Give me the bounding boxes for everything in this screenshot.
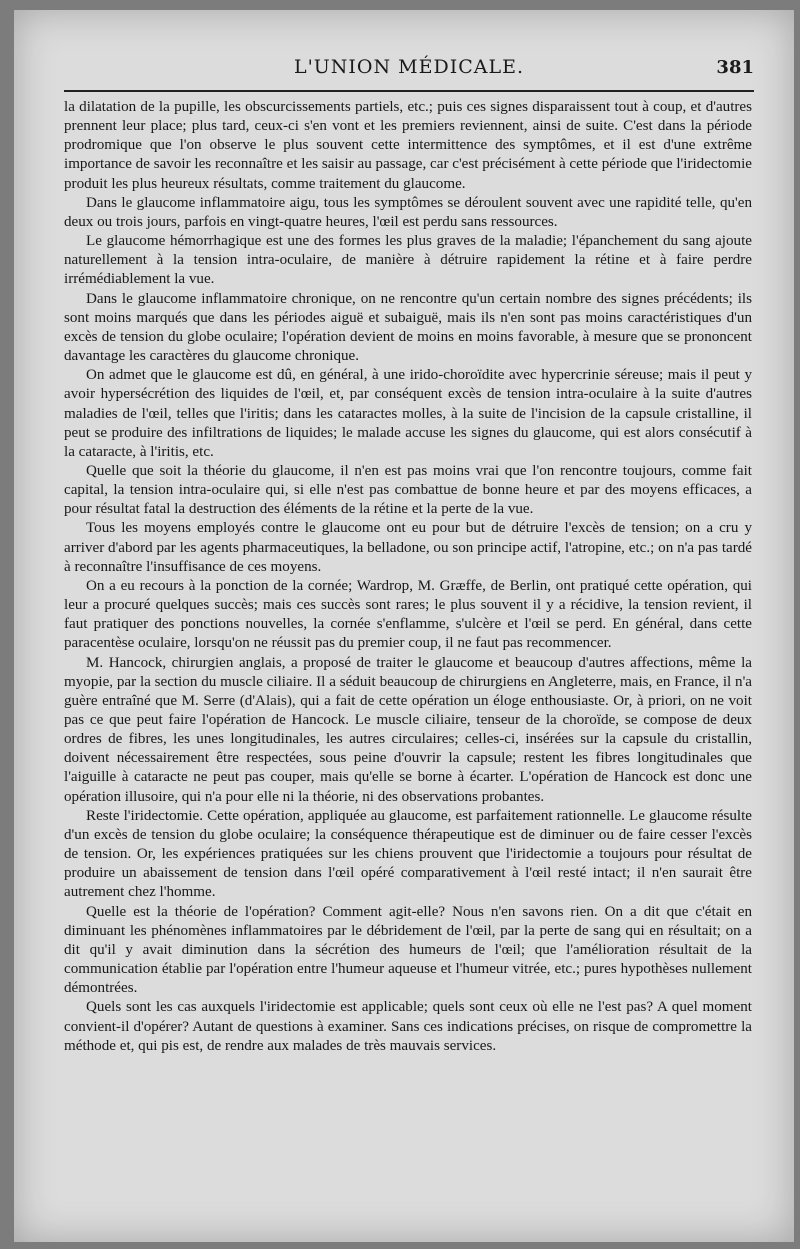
paragraph: M. Hancock, chirurgien anglais, a proposé de traiter le glaucome et beaucoup d'autres affections, même la myopie, par la section du muscle ciliaire. Il a séduit beaucoup de chirurgiens en Angleterre, mais, en France, il n'a guère entraîné que M. Serre (d'Alais), qui a fait de cette opération un éloge enthousiaste. Or, à priori, on ne voit pas ce que peut faire l'opération de Hancock. Le muscle ciliaire, tenseur de la choroïde, se compose de deux ordres de fibres, les unes longitudinales, les autres circulaires; celles-ci, insérées sur la capsule du cristallin, doivent nécessairement être respectées, sous peine d'ouvrir la capsule; restent les fibres longitudinales que l'aiguille à cataracte ne peut pas couper, mais qu'elle se borne à écarter. L'opération de Hancock est donc une opération illusoire, qui n'a pour elle ni la théorie, ni des observations probantes. xyxy=(64,654,752,805)
paragraph: On admet que le glaucome est dû, en général, à une irido-choroïdite avec hypercrinie séreuse; mais il peut y avoir hypersécrétion des liquides de l'œil, et, par conséquent excès de tension intra-oculaire à la suite d'autres maladies de l'œil, telles que l'iritis; dans les cataractes molles, à la suite de l'incision de la capsule cristalline, il peut se produire des infiltrations de liquides; le malade accuse les signes du glaucome, qui est alors consécutif à la cataracte, à l'iritis, etc. xyxy=(64,367,752,460)
paragraph: Tous les moyens employés contre le glaucome ont eu pour but de détruire l'excès de tension; on a cru y arriver d'abord par les agents pharmaceutiques, la belladone, ou son principe actif, l'atropine, etc.; on n'a pas tardé à reconnaître l'insuffisance de ces moyens. xyxy=(64,520,752,575)
page-header xyxy=(64,40,754,100)
paragraph: Dans le glaucome inflammatoire aigu, tous les symptômes se déroulent souvent avec une rapidité telle, qu'en deux ou trois jours, parfois en vingt-quatre heures, l'œil est perdu sans ressources. xyxy=(64,194,752,230)
body-text xyxy=(64,98,752,1056)
paragraph: Reste l'iridectomie. Cette opération, appliquée au glaucome, est parfaitement rationnelle. Le glaucome résulte d'un excès de tension du globe oculaire; la conséquence thérapeutique est de diminuer ou de faire cesser l'excès de tension. Or, les expériences pratiquées sur les chiens prouvent que l'iridectomie a toujours pour résultat de produire un abaissement de tension dans l'œil opéré comparativement à l'œil resté intact; il n'en saurait être autrement chez l'homme. xyxy=(64,807,752,901)
running-title: L'UNION MÉDICALE. xyxy=(293,56,525,78)
paragraph: On a eu recours à la ponction de la cornée; Wardrop, M. Græffe, de Berlin, ont pratiqué cette opération, qui leur a procuré quelques succès; mais ces succès sont rares; le plus souvent il y a récidive, la tension revient, il faut pratiquer des ponctions nouvelles, la cornée s'enflamme, s'ulcère et l'œil se perd. En général, dans cette paracentèse oculaire, lorsqu'on ne réussit pas du premier coup, il ne faut pas recommencer. xyxy=(64,577,752,652)
paragraph: Quels sont les cas auxquels l'iridectomie est applicable; quels sont ceux où elle ne l'est pas? A quel moment convient-il d'opérer? Autant de questions à examiner. Sans ces indications précises, on risque de compromettre la méthode et, qui pis est, de rendre aux malades de très mauvais services. xyxy=(64,999,752,1054)
paragraph: Le glaucome hémorrhagique est une des formes les plus graves de la maladie; l'épanchement du sang ajoute naturellement à la tension intra-oculaire, de manière à détruire rapidement la rétine et à faire perdre irrémédiablement la vue. xyxy=(64,233,752,288)
page xyxy=(14,10,794,1242)
paragraph: Quelle est la théorie de l'opération? Comment agit-elle? Nous n'en savons rien. On a dit que c'était en diminuant les phénomènes inflammatoires par le débridement de l'œil, par la perte de sang qui en résultait; on a dit qu'il y avait diminution dans la sécrétion des humeurs de l'œil; que l'amélioration résultait de la communication établie par l'opération entre l'humeur aqueuse et l'humeur vitrée, etc.; pures hypothèses nullement démontrées. xyxy=(64,903,752,997)
paragraph: Dans le glaucome inflammatoire chronique, on ne rencontre qu'un certain nombre des signes précédents; ils sont moins marqués que dans les périodes aiguë et subaiguë, mais ils n'en sont pas moins caractéristiques d'un excès de tension du globe oculaire; l'opération devient de moins en moins favorable, à mesure que se prononcent davantage les caractères du glaucome chronique. xyxy=(64,290,752,365)
paragraph-continued: la dilatation de la pupille, les obscurcissements partiels, etc.; puis ces signes disparaissent tout à coup, et d'autres prennent leur place; plus tard, ceux-ci s'en vont et les premiers reviennent, ainsi de suite. C'est dans la période prodromique que l'on observe le plus souvent cette intermittence des symptômes, et il est d'une extrême importance de savoir les reconnaître et les saisir au passage, car c'est précisément à cette période que l'iridectomie produit les plus heureux résultats, comme traitement du glaucome. xyxy=(64,99,752,192)
paragraph: Quelle que soit la théorie du glaucome, il n'en est pas moins vrai que l'on rencontre toujours, comme fait capital, la tension intra-oculaire qui, si elle n'est pas combattue de bonne heure et par des moyens efficaces, a pour résultat fatal la destruction des éléments de la rétine et la perte de la vue. xyxy=(64,462,752,518)
page-number: 381 xyxy=(716,57,754,78)
header-rule xyxy=(64,90,754,92)
